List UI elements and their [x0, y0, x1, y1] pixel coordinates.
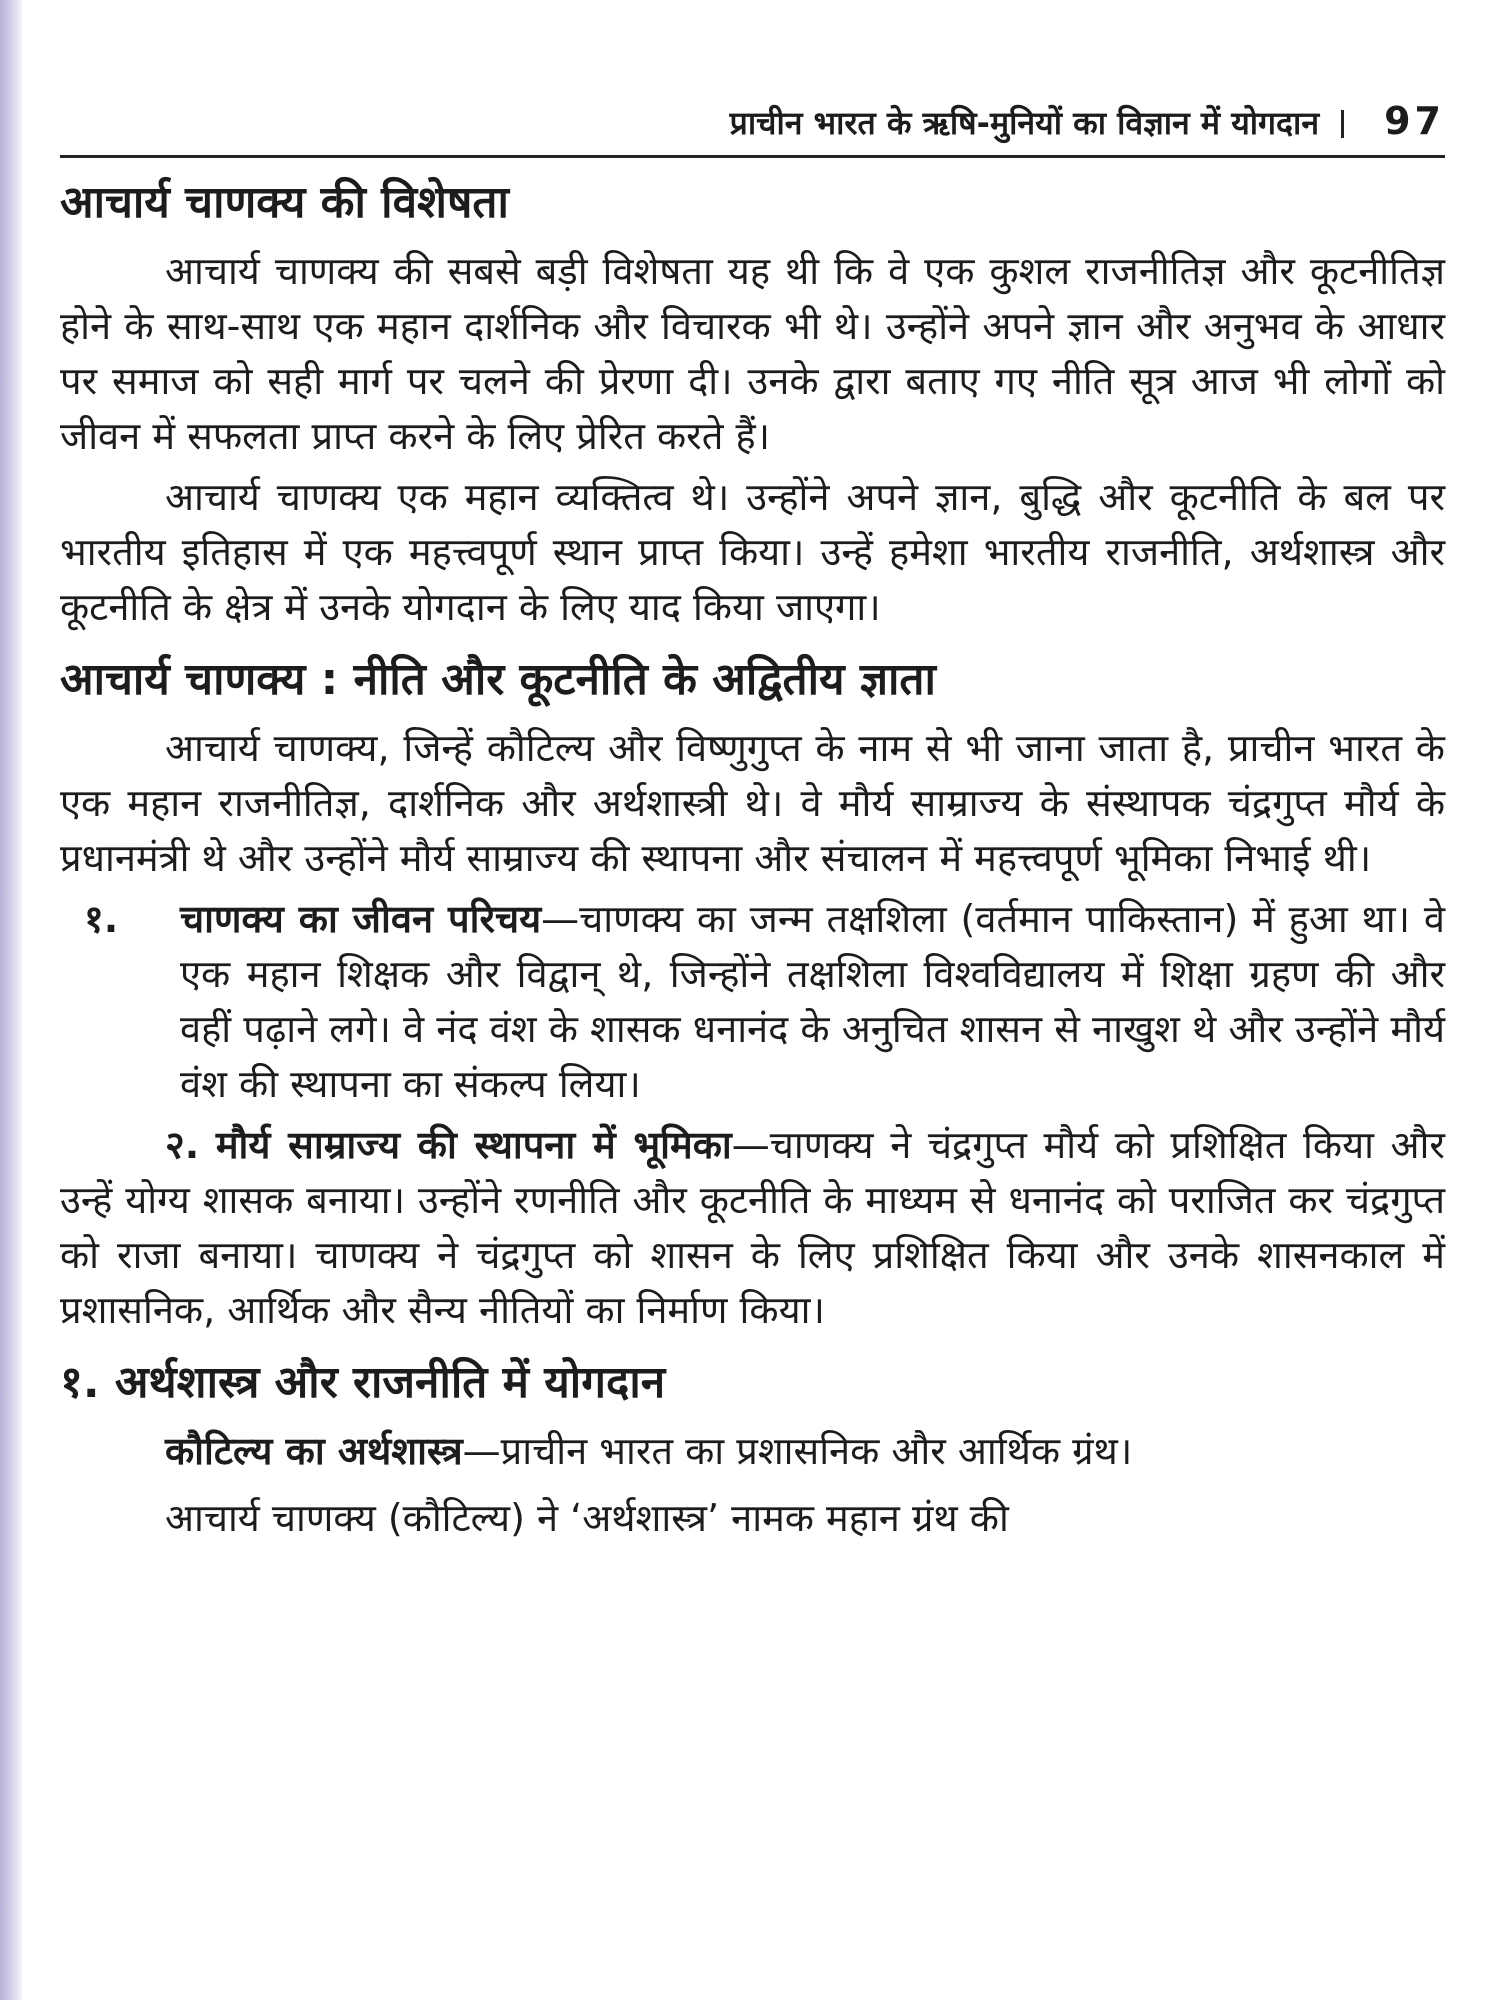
paragraph-text: —चाणक्य ने चंद्रगुप्त मौर्य को प्रशिक्षित किया और उन्हें योग्य शासक बनाया। उन्होंने रणनीति और कूटनीति के माध्यम से धनानंद को पराजित कर चंद्रगुप्त को राजा बनाया। चाणक्य ने चंद्रगुप्त को शासन के लिए प्रशिक्षित किया और उनके शासनकाल में प्रशासनिक, आर्थिक और सैन्य नीतियों का निर्माण किया।	[60, 1123, 1445, 1332]
list-item-text: —चाणक्य का जन्म तक्षशिला (वर्तमान पाकिस्तान) में हुआ था। वे एक महान शिक्षक और विद्वान् थे, जिन्होंने तक्षशिला विश्वविद्यालय में शिक्षा ग्रहण की और वहीं पढ़ाने लगे। वे नंद वंश के शासक धनानंद के अनुचित शासन से नाखुश थे और उन्होंने मौर्य वंश की स्थापना का संकल्प लिया।	[180, 897, 1445, 1106]
lead-paragraph	[60, 1424, 1445, 1479]
book-page	[60, 95, 1445, 1552]
paragraph: आचार्य चाणक्य एक महान व्यक्तित्व थे। उन्होंने अपने ज्ञान, बुद्धि और कूटनीति के बल पर भारतीय इतिहास में एक महत्त्वपूर्ण स्थान प्राप्त किया। उन्हें हमेशा भारतीय राजनीति, अर्थशास्त्र और कूटनीति के क्षेत्र में उनके योगदान के लिए याद किया जाएगा।	[60, 475, 1445, 629]
paragraph: आचार्य चाणक्य की सबसे बड़ी विशेषता यह थी कि वे एक कुशल राजनीतिज्ञ और कूटनीतिज्ञ होने के साथ-साथ एक महान दार्शनिक और विचारक भी थे। उन्होंने अपने ज्ञान और अनुभव के आधार पर समाज को सही मार्ग पर चलने की प्रेरणा दी। उनके द्वारा बताए गए नीति सूत्र आज भी लोगों को जीवन में सफलता प्राप्त करने के लिए प्रेरित करते हैं।	[60, 249, 1445, 458]
paragraph-number: २.	[165, 1123, 200, 1167]
numbered-paragraph-maurya	[60, 1118, 1445, 1338]
running-head	[60, 95, 1445, 158]
list-item-jeevan-parichay	[84, 892, 1445, 1112]
lead-title: कौटिल्य का अर्थशास्त्र	[165, 1429, 463, 1473]
paragraph: आचार्य चाणक्य, जिन्हें कौटिल्य और विष्णुगुप्त के नाम से भी जाना जाता है, प्राचीन भारत के एक महान राजनीतिज्ञ, दार्शनिक और अर्थशास्त्री थे। वे मौर्य साम्राज्य के संस्थापक चंद्रगुप्त मौर्य के प्रधानमंत्री थे और उन्होंने मौर्य साम्राज्य की स्थापना और संचालन में महत्त्वपूर्ण भूमिका निभाई थी।	[60, 726, 1445, 880]
paragraph-title: मौर्य साम्राज्य की स्थापना में भूमिका	[215, 1123, 732, 1167]
list-item-number: १.	[84, 897, 119, 941]
lead-text: —प्राचीन भारत का प्रशासनिक और आर्थिक ग्रंथ।	[462, 1429, 1133, 1473]
running-head-separator	[1341, 110, 1344, 138]
section-heading-arthashastra: १. अर्थशास्त्र और राजनीति में योगदान	[60, 1357, 666, 1408]
list-item-title: चाणक्य का जीवन परिचय	[180, 897, 542, 941]
section-heading-visheshta: आचार्य चाणक्य की विशेषता	[60, 177, 509, 228]
page-number: 97	[1384, 99, 1445, 143]
section-heading-niti-kootniti: आचार्य चाणक्य : नीति और कूटनीति के अद्वितीय ज्ञाता	[60, 654, 936, 705]
running-head-title: प्राचीन भारत के ऋषि-मुनियों का विज्ञान में योगदान	[729, 104, 1320, 142]
paragraph: आचार्य चाणक्य (कौटिल्य) ने ‘अर्थशास्त्र’ नामक महान ग्रंथ की	[165, 1496, 1009, 1540]
book-spine-shadow	[0, 0, 22, 2000]
